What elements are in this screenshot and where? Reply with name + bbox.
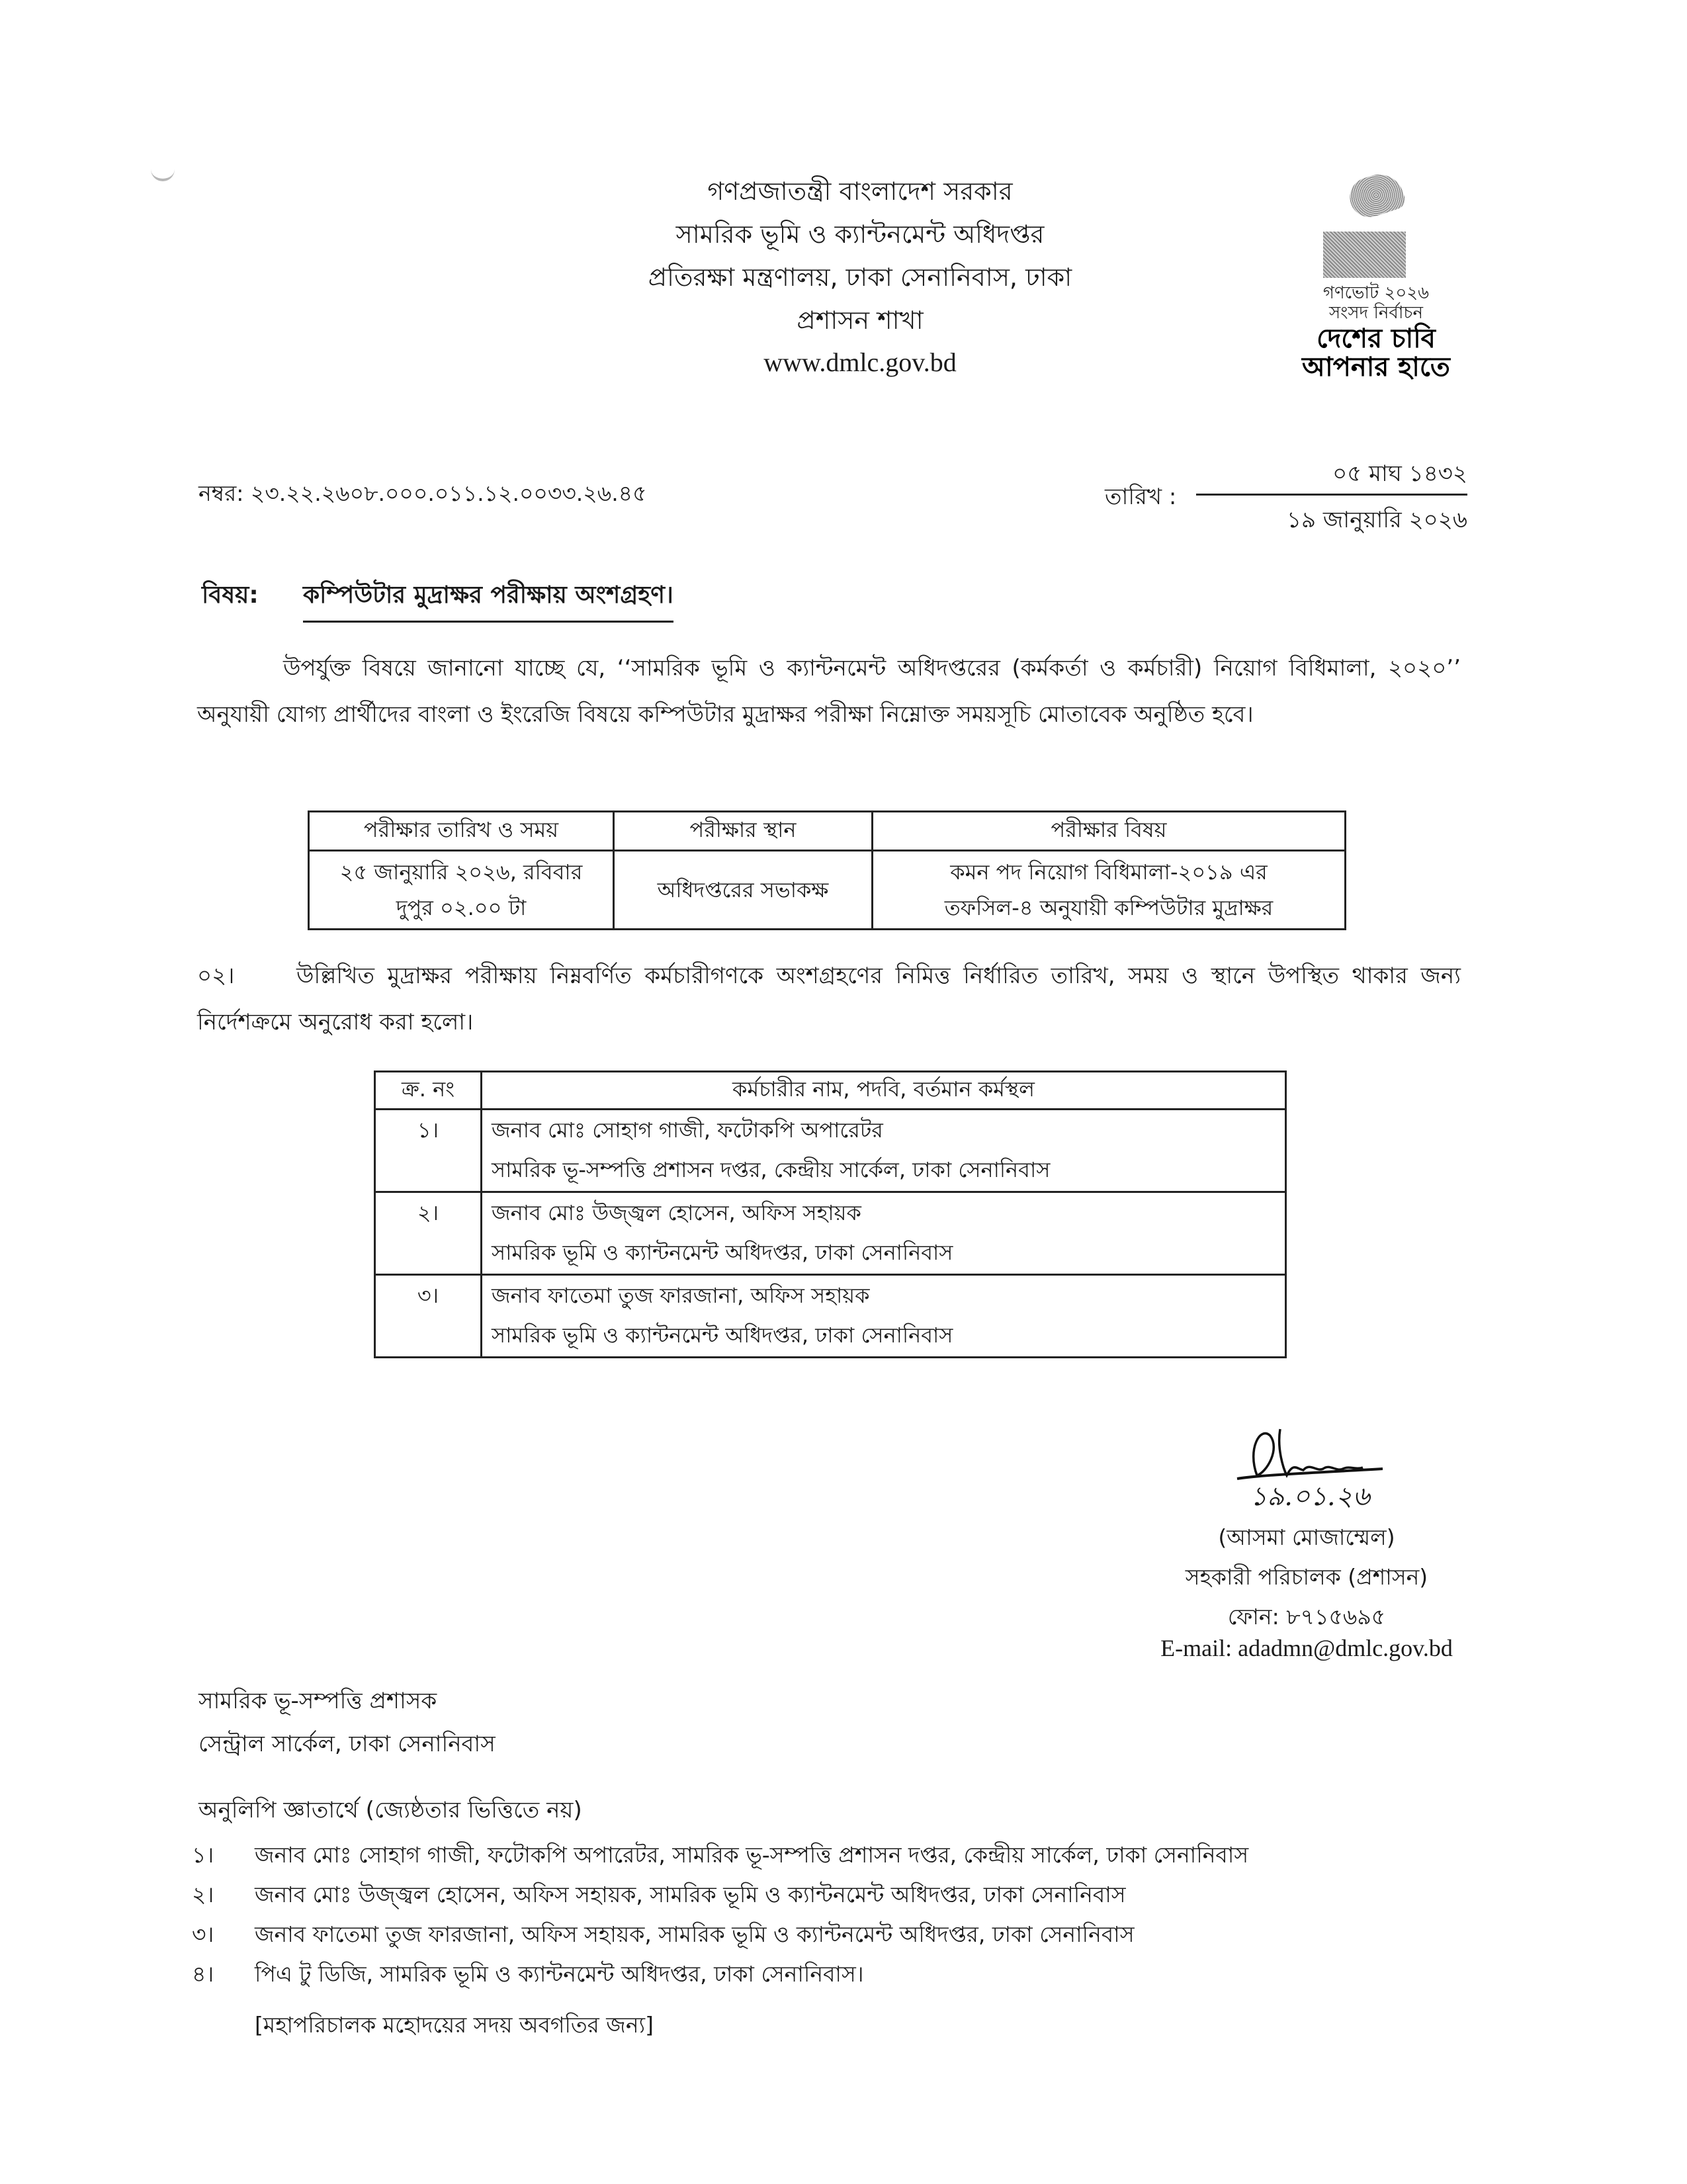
- table-row: [309, 851, 1346, 930]
- copy-item-number: ১।: [192, 1842, 214, 1868]
- staff-name: জনাব মোঃ সোহাগ গাজী, ফটোকপি অপারেটর: [492, 1117, 883, 1143]
- staff-cell: [482, 1275, 1286, 1358]
- paragraph-2-text: উল্লিখিত মুদ্রাক্ষর পরীক্ষায় নিম্নবর্ণিত কর্মচারীগণকে অংশগ্রহণের নিমিত্ত নির্ধারিত তারিখ, সময় ও স্থানে উপস্থিত থাকার জন্য নির্দেশক্রমে অনুরোধ করা হলো।: [197, 963, 1461, 1035]
- staff-table: [374, 1070, 1287, 1358]
- government-title: গণপ্রজাতন্ত্রী বাংলাদেশ সরকার: [707, 177, 1013, 206]
- exam-date-line-2: দুপুর ০২.০০ টা: [396, 895, 527, 920]
- recipient-line-2: সেন্ট্রাল সার্কেল, ঢাকা সেনানিবাস: [198, 1731, 496, 1757]
- department-title: সামরিক ভূমি ও ক্যান্টনমেন্ট অধিদপ্তর: [675, 220, 1045, 249]
- body-paragraph-2: [197, 953, 1461, 1045]
- copy-item-text: জনাব ফাতেমা তুজ ফারজানা, অফিস সহায়ক, সামরিক ভূমি ও ক্যান্টনমেন্ট অধিদপ্তর, ঢাকা সেনানিবাস: [255, 1921, 1135, 1947]
- signatory-name: (আসমা মোজাম্মেল): [1218, 1524, 1395, 1550]
- exam-date-line-1: ২৫ জানুয়ারি ২০২৬, রবিবার: [339, 859, 583, 885]
- table-header-row: [309, 812, 1346, 851]
- exam-subject-cell: [873, 851, 1346, 930]
- header-staff-details: কর্মচারীর নাম, পদবি, বর্তমান কর্মস্থল: [482, 1072, 1286, 1110]
- logo-line-2: সংসদ নির্বাচন: [1329, 303, 1423, 323]
- header-exam-subject: পরীক্ষার বিষয়: [873, 812, 1346, 851]
- copy-item-number: ৪।: [192, 1961, 214, 1987]
- serial-cell: ২।: [375, 1192, 482, 1275]
- copy-item-number: ৩।: [192, 1921, 214, 1947]
- copy-note: [মহাপরিচালক মহোদয়ের সদয় অবগতির জন্য]: [255, 2012, 654, 2038]
- website-link[interactable]: www.dmlc.gov.bd: [763, 347, 957, 377]
- copy-heading: অনুলিপি জ্ঞাতার্থে (জ্যেষ্ঠতার ভিত্তিতে নয়): [198, 1797, 582, 1823]
- paragraph-number: ০২।: [197, 963, 235, 989]
- ballot-box-icon: [1323, 232, 1406, 278]
- serial-cell: ৩।: [375, 1275, 482, 1358]
- scan-artifact: [151, 167, 175, 181]
- subject-text: কম্পিউটার মুদ্রাক্ষর পরীক্ষায় অংশগ্রহণ।: [303, 577, 673, 623]
- logo-line-4: আপনার হাতে: [1302, 352, 1450, 382]
- logo-line-3: দেশের চাবি: [1317, 324, 1436, 354]
- exam-date-cell: [309, 851, 614, 930]
- staff-cell: [482, 1110, 1286, 1192]
- exam-schedule-table: [308, 810, 1346, 930]
- copy-list-item: [192, 1957, 864, 1994]
- signatory-designation: সহকারী পরিচালক (প্রশাসন): [1185, 1564, 1428, 1590]
- copy-list-item: [192, 1917, 1135, 1954]
- staff-workplace: সামরিক ভূমি ও ক্যান্টনমেন্ট অধিদপ্তর, ঢাকা সেনানিবাস: [492, 1240, 953, 1265]
- copy-list-item: [192, 1838, 1248, 1875]
- signature-date: ১৯.০১.২৬: [1250, 1481, 1370, 1512]
- branch-name: প্রশাসন শাখা: [797, 306, 924, 335]
- table-row: [375, 1275, 1286, 1358]
- signatory-email[interactable]: E-mail: adadmn@dmlc.gov.bd: [1160, 1635, 1453, 1661]
- copy-item-text: পিএ টু ডিজি, সামরিক ভূমি ও ক্যান্টনমেন্ট অধিদপ্তর, ঢাকা সেনানিবাস।: [255, 1961, 864, 1987]
- ballot-hand-icon: [1345, 168, 1408, 222]
- header-exam-venue: পরীক্ষার স্থান: [614, 812, 873, 851]
- ministry-address: প্রতিরক্ষা মন্ত্রণালয়, ঢাকা সেনানিবাস, ঢাকা: [648, 263, 1072, 292]
- exam-subject-line-2: তফসিল-৪ অনুযায়ী কম্পিউটার মুদ্রাক্ষর: [944, 895, 1274, 920]
- signatory-phone: ফোন: ৮৭১৫৬৯৫: [1227, 1604, 1386, 1630]
- memo-number: নম্বর: ২৩.২২.২৬০৮.০০০.০১১.১২.০০৩৩.২৬.৪৫: [198, 480, 647, 506]
- header-exam-date: পরীক্ষার তারিখ ও সময়: [309, 812, 614, 851]
- exam-venue-cell: অধিদপ্তরের সভাকক্ষ: [614, 851, 873, 930]
- staff-workplace: সামরিক ভূমি ও ক্যান্টনমেন্ট অধিদপ্তর, ঢাকা সেনানিবাস: [492, 1323, 953, 1348]
- logo-line-1: গণভোট ২০২৬: [1322, 283, 1430, 303]
- date-bangla: ০৫ মাঘ ১৪৩২: [1332, 460, 1467, 487]
- copy-item-text: জনাব মোঃ সোহাগ গাজী, ফটোকপি অপারেটর, সামরিক ভূ-সম্পত্তি প্রশাসন দপ্তর, কেন্দ্রীয় সার্কেল, ঢাকা সেনানিবাস: [255, 1842, 1249, 1868]
- header-serial: ক্র. নং: [375, 1072, 482, 1110]
- copy-item-text: জনাব মোঃ উজ্জ্বল হোসেন, অফিস সহায়ক, সামরিক ভূমি ও ক্যান্টনমেন্ট অধিদপ্তর, ঢাকা সেনানিবাস: [255, 1882, 1126, 1907]
- exam-subject-line-1: কমন পদ নিয়োগ বিধিমালা-২০১৯ এর: [950, 859, 1268, 885]
- date-gregorian: ১৯ জানুয়ারি ২০২৬: [1286, 507, 1467, 533]
- copy-list-item: [192, 1878, 1126, 1915]
- election-logo: [1293, 169, 1459, 380]
- serial-cell: ১।: [375, 1110, 482, 1192]
- table-row: [375, 1110, 1286, 1192]
- subject-label: বিষয়:: [202, 582, 259, 609]
- date-label: তারিখ :: [1105, 484, 1177, 510]
- copy-item-number: ২।: [192, 1882, 214, 1907]
- staff-cell: [482, 1192, 1286, 1275]
- body-paragraph-1: উপর্যুক্ত বিষয়ে জানানো যাচ্ছে যে, ‘‘সামরিক ভূমি ও ক্যান্টনমেন্ট অধিদপ্তরের (কর্মকর্তা ও কর্মচারী) নিয়োগ বিধিমালা, ২০২০’’ অনুযায়ী যোগ্য প্রার্থীদের বাংলা ও ইংরেজি বিষয়ে কম্পিউটার মুদ্রাক্ষর পরীক্ষা নিম্নোক্ত সময়সূচি মোতাবেক অনুষ্ঠিত হবে।: [197, 655, 1461, 728]
- table-row: [375, 1192, 1286, 1275]
- table-header-row: [375, 1072, 1286, 1110]
- staff-workplace: সামরিক ভূ-সম্পত্তি প্রশাসন দপ্তর, কেন্দ্রীয় সার্কেল, ঢাকা সেনানিবাস: [492, 1157, 1051, 1182]
- staff-name: জনাব ফাতেমা তুজ ফারজানা, অফিস সহায়ক: [492, 1283, 870, 1308]
- recipient-line-1: সামরিক ভূ-সম্পত্তি প্রশাসক: [198, 1688, 437, 1714]
- date-divider: [1196, 494, 1467, 496]
- staff-name: জনাব মোঃ উজ্জ্বল হোসেন, অফিস সহায়ক: [492, 1200, 861, 1225]
